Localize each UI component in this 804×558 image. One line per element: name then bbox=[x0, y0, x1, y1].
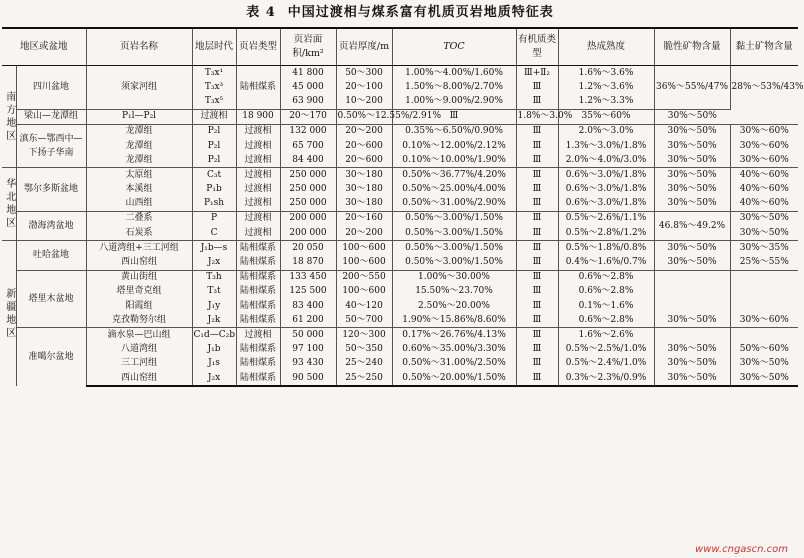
cell-area: 132 000 bbox=[280, 124, 336, 139]
table-row bbox=[2, 357, 798, 371]
cell-name: 本溪组 bbox=[86, 183, 192, 197]
cell-type: 过渡相 bbox=[192, 109, 236, 124]
cell-clay: 25%～55% bbox=[739, 257, 789, 268]
cell-brittle bbox=[654, 328, 730, 343]
cell-name: 克孜勒努尔组 bbox=[86, 313, 192, 328]
cell-toc: 1.00%～4.00%/1.60% bbox=[392, 66, 516, 81]
table-row bbox=[2, 139, 798, 153]
cell-toc: 1.00%～30.00% bbox=[392, 270, 516, 285]
cell-thickness: 20～160 bbox=[336, 211, 392, 226]
cell-toc: 0.50%～25.00%/4.00% bbox=[392, 183, 516, 197]
region-northwest: 新疆地区 bbox=[2, 241, 16, 386]
cell-age: J₂x bbox=[192, 371, 236, 386]
table-title bbox=[0, 2, 800, 24]
cell-toc: 0.10%～12.00%/2.12% bbox=[392, 139, 516, 153]
cell-kerogen: Ⅲ bbox=[516, 343, 558, 357]
cell-maturity: 0.3%～2.3%/0.9% bbox=[558, 371, 654, 386]
cell-area: 133 450 bbox=[280, 270, 336, 285]
cell-area: 50 000 bbox=[280, 328, 336, 343]
cell-maturity: 0.4%～1.6%/0.7% bbox=[558, 255, 654, 270]
cell-toc: 0.50%～3.00%/1.50% bbox=[392, 241, 516, 256]
cell-brittle: 30%～50% bbox=[654, 313, 730, 328]
cell-name: 梁山—龙潭组 bbox=[16, 109, 86, 124]
table-row bbox=[2, 270, 798, 285]
cell-area: 45 000 bbox=[280, 80, 336, 94]
cell-age: J₁s bbox=[192, 357, 236, 371]
basin-sichuan: 四川盆地 bbox=[16, 66, 86, 110]
cell-area: 18 870 bbox=[280, 255, 336, 270]
cell-brittle bbox=[654, 270, 730, 313]
cell-clay: 30%～60% bbox=[730, 124, 798, 139]
cell-toc: 2.50%～20.00% bbox=[392, 299, 516, 313]
cell-kerogen: Ⅲ bbox=[516, 197, 558, 212]
cell-thickness: 20～600 bbox=[336, 153, 392, 168]
cell-name: 龙潭组 bbox=[86, 124, 192, 139]
shale-characteristics-table bbox=[2, 27, 804, 387]
cell-area: 84 400 bbox=[280, 153, 336, 168]
cell-age: C₃t bbox=[192, 168, 236, 183]
cell-type: 陆相煤系 bbox=[236, 343, 280, 357]
cell-maturity: 0.5%～2.8%/1.2% bbox=[558, 226, 654, 241]
table-row bbox=[2, 211, 798, 226]
cell-type: 过渡相 bbox=[236, 153, 280, 168]
cell-kerogen: Ⅲ bbox=[516, 124, 558, 139]
cell-name: 石炭系 bbox=[86, 226, 192, 241]
cell-kerogen: Ⅲ bbox=[516, 371, 558, 386]
cell-kerogen: Ⅲ bbox=[516, 299, 558, 313]
table-row bbox=[2, 124, 798, 139]
cell-kerogen: Ⅲ bbox=[516, 80, 558, 94]
cell-area: 90 500 bbox=[280, 371, 336, 386]
cell-type: 过渡相 bbox=[236, 328, 280, 343]
basin-tarim: 塔里木盆地 bbox=[16, 270, 86, 328]
cell-kerogen: Ⅲ bbox=[516, 313, 558, 328]
cell-thickness: 20～200 bbox=[336, 124, 392, 139]
cell-area: 20 050 bbox=[280, 241, 336, 256]
cell-kerogen: Ⅲ bbox=[516, 241, 558, 256]
region-north: 华北地区 bbox=[2, 168, 16, 241]
cell-clay: 40%～60% bbox=[730, 168, 798, 183]
cell-name: 山西组 bbox=[86, 197, 192, 212]
cell-maturity: 0.6%～2.8% bbox=[558, 270, 654, 285]
cell-brittle: 46.8%～49.2% bbox=[654, 211, 730, 240]
cell-maturity: 1.6%～3.6% bbox=[558, 66, 654, 81]
cell-maturity: 0.5%～2.4%/1.0% bbox=[558, 357, 654, 371]
cell-name: 须家河组 bbox=[86, 66, 192, 110]
cell-type: 陆相煤系 bbox=[236, 241, 280, 256]
cell-thickness: 50～350 bbox=[336, 343, 392, 357]
cell-brittle: 30%～50% bbox=[654, 124, 730, 139]
cell-type: 陆相煤系 bbox=[236, 255, 280, 270]
cell-clay: 30%～50% bbox=[739, 227, 789, 238]
table-row bbox=[2, 168, 798, 183]
cell-clay: 50%～60% bbox=[739, 344, 789, 355]
cell-toc: 0.50%～31.00%/2.50% bbox=[392, 357, 516, 371]
cell-toc: 0.50%～36.77%/4.20% bbox=[392, 168, 516, 183]
cell-age: J₁y bbox=[192, 299, 236, 313]
cell-kerogen: Ⅲ bbox=[516, 270, 558, 285]
cell-age: T₃x⁵ bbox=[192, 94, 236, 109]
table-row bbox=[2, 153, 798, 168]
cell-area: 93 430 bbox=[280, 357, 336, 371]
cell-maturity: 2.0%～3.0% bbox=[558, 124, 654, 139]
cell-age: P₁sh bbox=[192, 197, 236, 212]
header-age: 地层时代 bbox=[192, 28, 236, 66]
cell-type: 陆相煤系 bbox=[236, 66, 280, 110]
cell-kerogen: Ⅲ bbox=[516, 211, 558, 226]
cell-clay bbox=[730, 270, 798, 313]
cell-name: 二叠系 bbox=[86, 211, 192, 226]
cell-area: 250 000 bbox=[280, 197, 336, 212]
cell-thickness: 30～180 bbox=[336, 168, 392, 183]
cell-thickness: 25～250 bbox=[336, 371, 392, 386]
cell-brittle: 30%～50% bbox=[654, 255, 730, 270]
cell-age: J₁b—s bbox=[192, 241, 236, 256]
cell-toc: 0.50%～3.00%/1.50% bbox=[392, 255, 516, 270]
cell-name: 八道湾组+三工河组 bbox=[86, 241, 192, 256]
cell-clay: 30%～50% bbox=[654, 109, 730, 124]
cell-maturity: 1.8%～3.0% bbox=[516, 109, 558, 124]
cell-type: 过渡相 bbox=[236, 211, 280, 226]
cell-maturity: 0.6%～2.8% bbox=[558, 313, 654, 328]
header-brittle: 脆性矿物含量 bbox=[654, 28, 730, 66]
cell-thickness: 20～100 bbox=[336, 80, 392, 94]
cell-toc: 0.60%～35.00%/3.30% bbox=[392, 343, 516, 357]
cell-name: 黄山街组 bbox=[86, 270, 192, 285]
cell-maturity: 0.6%～3.0%/1.8% bbox=[558, 197, 654, 212]
cell-maturity: 0.6%～3.0%/1.8% bbox=[558, 183, 654, 197]
cell-brittle: 30%～50% bbox=[654, 168, 730, 183]
cell-brittle: 35%～60% bbox=[558, 109, 654, 124]
cell-toc: 0.50%～3.00%/1.50% bbox=[392, 226, 516, 241]
cell-thickness: 100～600 bbox=[336, 285, 392, 299]
cell-area: 83 400 bbox=[280, 299, 336, 313]
cell-age: T₃h bbox=[192, 270, 236, 285]
cell-age: P₂l bbox=[192, 153, 236, 168]
cell-thickness: 100～600 bbox=[336, 241, 392, 256]
table-row bbox=[2, 66, 798, 81]
cell-kerogen: Ⅲ bbox=[516, 255, 558, 270]
cell-thickness: 100～600 bbox=[336, 255, 392, 270]
cell-type: 陆相煤系 bbox=[236, 371, 280, 386]
cell-toc: 0.17%～26.76%/4.13% bbox=[392, 328, 516, 343]
cell-toc: 0.50%～3.00%/1.50% bbox=[392, 211, 516, 226]
cell-maturity: 1.2%～3.6% bbox=[558, 80, 654, 94]
table-number: 表 4 bbox=[246, 5, 276, 20]
cell-thickness: 50～700 bbox=[336, 313, 392, 328]
table-row bbox=[2, 241, 798, 256]
cell-area: 41 800 bbox=[280, 66, 336, 81]
cell-type: 过渡相 bbox=[236, 124, 280, 139]
cell-maturity: 0.5%～2.5%/1.0% bbox=[558, 343, 654, 357]
header-maturity: 热成熟度 bbox=[558, 28, 654, 66]
cell-brittle: 30%～50% bbox=[654, 153, 730, 168]
cell-maturity: 0.5%～1.8%/0.8% bbox=[558, 241, 654, 256]
cell-age: P bbox=[192, 211, 236, 226]
cell-maturity: 0.6%～3.0%/1.8% bbox=[558, 168, 654, 183]
table-row bbox=[2, 183, 798, 197]
cell-name: 塔里奇克组 bbox=[86, 285, 192, 299]
cell-age: J₂k bbox=[192, 313, 236, 328]
table-title-text: 中国过渡相与煤系富有机质页岩地质特征表 bbox=[287, 5, 554, 20]
cell-age: P₂l bbox=[192, 139, 236, 153]
cell-kerogen: Ⅲ bbox=[516, 285, 558, 299]
cell-age: P₂l bbox=[192, 124, 236, 139]
cell-area: 97 100 bbox=[280, 343, 336, 357]
cell-clay: 30%～35% bbox=[730, 241, 798, 256]
header-toc: TOC bbox=[392, 28, 516, 66]
cell-type: 过渡相 bbox=[236, 197, 280, 212]
cell-type: 陆相煤系 bbox=[236, 270, 280, 285]
cell-area: 65 700 bbox=[280, 139, 336, 153]
basin-bohai: 渤海湾盆地 bbox=[16, 211, 86, 240]
cell-kerogen: Ⅲ bbox=[392, 109, 516, 124]
cell-age: J₁b bbox=[192, 343, 236, 357]
cell-kerogen: Ⅲ bbox=[516, 183, 558, 197]
watermark: www.cngascn.com bbox=[695, 544, 788, 555]
cell-name: 太原组 bbox=[86, 168, 192, 183]
table-row bbox=[2, 255, 798, 270]
region-south: 南方地区 bbox=[2, 66, 16, 168]
cell-type: 陆相煤系 bbox=[236, 285, 280, 299]
header-row bbox=[2, 28, 798, 66]
table-row bbox=[2, 328, 798, 343]
cell-name: 阳霞组 bbox=[86, 299, 192, 313]
cell-thickness: 30～180 bbox=[336, 197, 392, 212]
cell-thickness: 20～600 bbox=[336, 139, 392, 153]
cell-brittle: 30%～50% bbox=[654, 241, 730, 256]
cell-age: P₁l—P₂l bbox=[86, 109, 192, 124]
basin-yangtze: 滇东—鄂西中—下扬子华南 bbox=[16, 124, 86, 168]
cell-kerogen: Ⅲ bbox=[516, 357, 558, 371]
cell-clay: 30%～50% bbox=[739, 358, 789, 369]
cell-name: 西山窑组 bbox=[86, 255, 192, 270]
cell-brittle: 30%～50% bbox=[654, 343, 730, 357]
table-row bbox=[2, 313, 798, 328]
cell-age: P₁b bbox=[192, 183, 236, 197]
cell-thickness: 30～180 bbox=[336, 183, 392, 197]
cell-area: 200 000 bbox=[280, 226, 336, 241]
cell-brittle: 30%～50% bbox=[654, 139, 730, 153]
cell-brittle: 36%～55%/47% bbox=[654, 66, 730, 110]
header-clay: 黏土矿物含量 bbox=[730, 28, 798, 66]
cell-age: C bbox=[192, 226, 236, 241]
cell-maturity: 0.6%～2.8% bbox=[558, 285, 654, 299]
cell-name: 西山窑组 bbox=[86, 371, 192, 386]
cell-maturity: 1.3%～3.0%/1.8% bbox=[558, 139, 654, 153]
cell-brittle: 30%～50% bbox=[654, 357, 730, 371]
cell-clay: 40%～60% bbox=[739, 198, 789, 209]
cell-age: T₃x³ bbox=[192, 80, 236, 94]
cell-thickness: 25～240 bbox=[336, 357, 392, 371]
cell-kerogen: Ⅲ+Ⅱ₂ bbox=[516, 66, 558, 81]
cell-maturity: 0.1%～1.6% bbox=[558, 299, 654, 313]
cell-brittle: 30%～50% bbox=[654, 183, 730, 197]
header-kerogen: 有机质类型 bbox=[516, 28, 558, 66]
cell-kerogen: Ⅲ bbox=[516, 94, 558, 109]
cell-type: 陆相煤系 bbox=[236, 357, 280, 371]
basin-turpan: 吐哈盆地 bbox=[16, 241, 86, 270]
cell-thickness: 10～200 bbox=[336, 94, 392, 109]
cell-clay: 30%～60% bbox=[739, 140, 789, 151]
cell-type: 过渡相 bbox=[236, 226, 280, 241]
cell-age: T₃t bbox=[192, 285, 236, 299]
cell-thickness: 200～550 bbox=[336, 270, 392, 285]
cell-kerogen: Ⅲ bbox=[516, 139, 558, 153]
cell-kerogen: Ⅲ bbox=[516, 168, 558, 183]
header-area: 页岩面积/km² bbox=[280, 28, 336, 66]
cell-clay: 28%～53%/43% bbox=[731, 82, 804, 93]
cell-clay: 40%～60% bbox=[739, 184, 789, 195]
cell-clay: 30%～50% bbox=[730, 371, 798, 386]
cell-brittle: 30%～50% bbox=[654, 197, 730, 212]
cell-thickness: 40～120 bbox=[336, 299, 392, 313]
header-type: 页岩类型 bbox=[236, 28, 280, 66]
cell-kerogen: Ⅲ bbox=[516, 226, 558, 241]
cell-toc: 1.90%～15.86%/8.60% bbox=[392, 313, 516, 328]
header-shale-name: 页岩名称 bbox=[86, 28, 192, 66]
cell-area: 18 900 bbox=[236, 109, 280, 124]
cell-toc: 0.10%～10.00%/1.90% bbox=[392, 153, 516, 168]
cell-age: C₁d—C₂b bbox=[192, 328, 236, 343]
cell-brittle: 30%～50% bbox=[654, 371, 730, 386]
table-row bbox=[2, 109, 798, 124]
cell-maturity: 1.6%～2.6% bbox=[558, 328, 654, 343]
cell-area: 61 200 bbox=[280, 313, 336, 328]
cell-type: 陆相煤系 bbox=[236, 313, 280, 328]
cell-kerogen: Ⅲ bbox=[516, 328, 558, 343]
cell-area: 125 500 bbox=[280, 285, 336, 299]
cell-toc: 0.50%～12.55%/2.91% bbox=[336, 109, 392, 124]
cell-toc: 15.50%～23.70% bbox=[392, 285, 516, 299]
header-thickness: 页岩厚度/m bbox=[336, 28, 392, 66]
cell-type: 陆相煤系 bbox=[236, 299, 280, 313]
cell-name: 三工河组 bbox=[86, 357, 192, 371]
cell-type: 过渡相 bbox=[236, 139, 280, 153]
header-region: 地区或盆地 bbox=[2, 28, 86, 66]
cell-thickness: 20～170 bbox=[280, 109, 336, 124]
cell-age: J₂x bbox=[192, 255, 236, 270]
table-row bbox=[2, 343, 798, 357]
cell-kerogen: Ⅲ bbox=[516, 153, 558, 168]
basin-ordos: 鄂尔多斯盆地 bbox=[16, 168, 86, 212]
cell-maturity: 2.0%～4.0%/3.0% bbox=[558, 153, 654, 168]
cell-name: 八道湾组 bbox=[86, 343, 192, 357]
cell-name: 龙潭组 bbox=[86, 153, 192, 168]
cell-name: 龙潭组 bbox=[86, 139, 192, 153]
cell-age: T₃x¹ bbox=[192, 66, 236, 81]
cell-thickness: 120～300 bbox=[336, 328, 392, 343]
cell-area: 200 000 bbox=[280, 211, 336, 226]
table-row bbox=[2, 197, 798, 212]
cell-clay bbox=[730, 328, 798, 343]
cell-toc: 1.00%～9.00%/2.90% bbox=[392, 94, 516, 109]
basin-junggar: 准噶尔盆地 bbox=[16, 328, 86, 386]
cell-clay: 30%～50% bbox=[730, 211, 798, 226]
table-row bbox=[2, 371, 798, 386]
cell-type: 过渡相 bbox=[236, 183, 280, 197]
cell-thickness: 20～200 bbox=[336, 226, 392, 241]
cell-maturity: 1.2%～3.3% bbox=[558, 94, 654, 109]
cell-area: 250 000 bbox=[280, 183, 336, 197]
cell-maturity: 0.5%～2.6%/1.1% bbox=[558, 211, 654, 226]
cell-toc: 0.50%～31.00%/2.90% bbox=[392, 197, 516, 212]
cell-area: 63 900 bbox=[280, 94, 336, 109]
cell-name: 滴水泉—巴山组 bbox=[86, 328, 192, 343]
cell-clay: 30%～60% bbox=[739, 154, 789, 165]
cell-area: 250 000 bbox=[280, 168, 336, 183]
cell-toc: 1.50%～8.00%/2.70% bbox=[392, 80, 516, 94]
cell-type: 过渡相 bbox=[236, 168, 280, 183]
cell-toc: 0.50%～20.00%/1.50% bbox=[392, 371, 516, 386]
cell-thickness: 50～300 bbox=[336, 66, 392, 81]
cell-toc: 0.35%～6.50%/0.90% bbox=[392, 124, 516, 139]
cell-clay: 30%～60% bbox=[739, 314, 789, 325]
